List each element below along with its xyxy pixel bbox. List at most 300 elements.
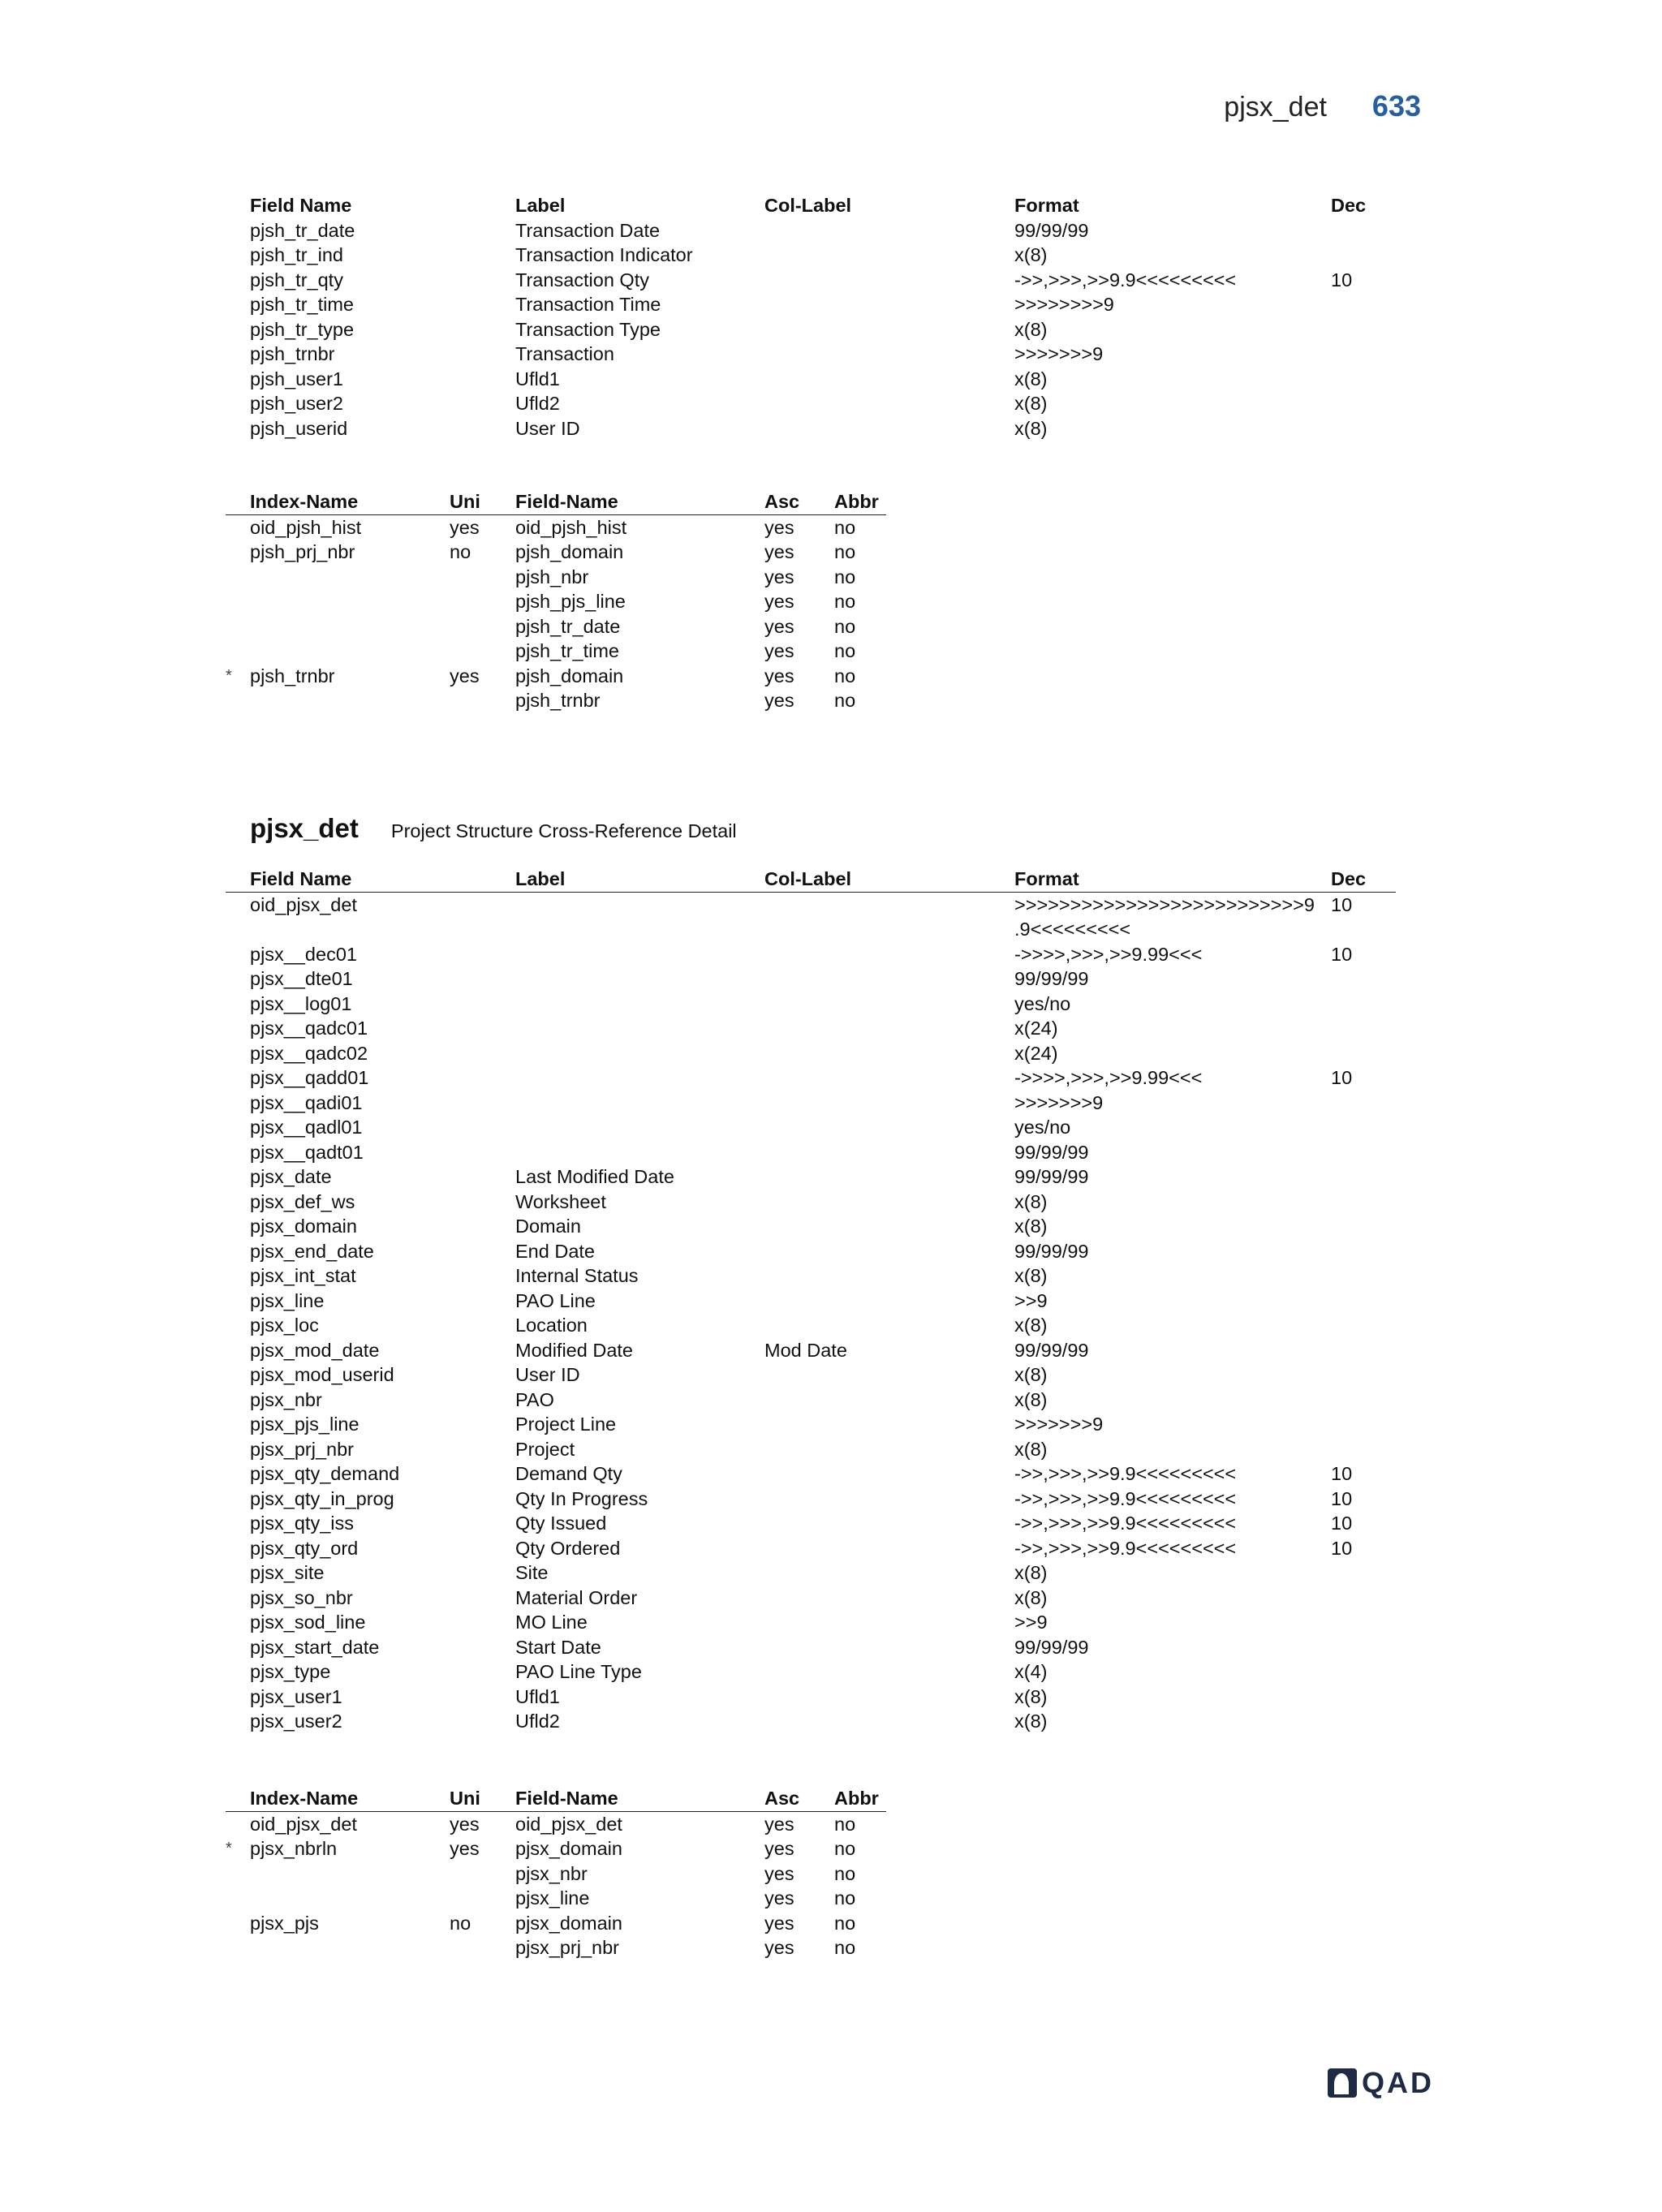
spacer-cell xyxy=(226,489,250,514)
field-name-cell: pjsx_site xyxy=(250,1562,325,1583)
spacer-cell xyxy=(226,1461,250,1487)
label-cell xyxy=(515,892,764,942)
table-row xyxy=(226,1412,1396,1437)
field-name-cell: pjsh_pjs_line xyxy=(515,591,626,612)
spacer-cell xyxy=(226,1511,250,1536)
format-cell: 99/99/99 xyxy=(1014,1636,1089,1658)
field-name-cell: pjsx_domain xyxy=(250,1216,357,1237)
asc-cell: yes xyxy=(764,1813,794,1835)
field-name-cell: pjsx_user2 xyxy=(250,1711,342,1732)
field-name-cell: pjsh_user1 xyxy=(250,368,343,389)
col-label-cell xyxy=(764,1635,1014,1660)
label-cell xyxy=(515,1041,764,1066)
column-header-dec: Dec xyxy=(1331,867,1396,892)
field-name-cell: pjsx_nbr xyxy=(250,1388,322,1410)
spacer-cell xyxy=(226,1016,250,1041)
dec-cell xyxy=(1331,1016,1396,1041)
field-name-cell: pjsh_tr_time xyxy=(515,640,619,661)
col-label-cell xyxy=(764,1065,1014,1091)
table-row xyxy=(226,565,886,590)
table-row xyxy=(226,1164,1396,1190)
spacer-cell xyxy=(226,243,250,268)
table-row xyxy=(226,1091,1396,1116)
table-row xyxy=(226,1190,1396,1215)
field-table-pjsx-det xyxy=(226,867,1396,1734)
column-header-label: Label xyxy=(515,195,566,216)
format-cell: 99/99/99 xyxy=(1014,219,1089,241)
table-row xyxy=(226,1659,1396,1685)
spacer-cell xyxy=(226,1437,250,1462)
section-table-name: pjsx_det xyxy=(250,813,359,843)
field-name-cell: pjsx_user1 xyxy=(250,1685,342,1707)
format-cell xyxy=(1014,892,1331,942)
field-name-cell: oid_pjsh_hist xyxy=(515,516,627,538)
format-cell: ->>,>>>,>>9.9<<<<<<<<< xyxy=(1014,269,1237,290)
index-name-cell xyxy=(250,589,450,614)
label-cell: Location xyxy=(515,1315,588,1336)
spacer-cell xyxy=(226,1362,250,1388)
column-header-col-label: Col-Label xyxy=(764,867,1014,892)
dec-cell xyxy=(1331,966,1396,992)
col-label-cell xyxy=(764,1091,1014,1116)
column-header-index-name: Index-Name xyxy=(250,1786,450,1811)
field-name-cell: pjsh_domain xyxy=(515,541,624,562)
table-row xyxy=(226,1239,1396,1264)
uni-cell: yes xyxy=(450,665,480,686)
col-label-cell xyxy=(764,892,1014,942)
field-name-cell: pjsh_tr_type xyxy=(250,318,355,340)
uni-cell xyxy=(450,614,515,639)
unique-marker xyxy=(226,614,250,639)
field-name-cell: pjsx_mod_date xyxy=(250,1339,380,1361)
dec-cell xyxy=(1331,342,1396,367)
index-name-cell: pjsh_prj_nbr xyxy=(250,541,355,562)
abbr-cell: no xyxy=(834,566,856,587)
field-name-cell: pjsx_start_date xyxy=(250,1636,380,1658)
field-name-cell: pjsx_sod_line xyxy=(250,1612,366,1633)
field-name-cell: pjsx_int_stat xyxy=(250,1265,356,1286)
table-row-oid xyxy=(226,892,1396,942)
table-row xyxy=(226,664,886,689)
asc-cell: yes xyxy=(764,1912,794,1934)
col-label-cell xyxy=(764,992,1014,1017)
table-row xyxy=(226,292,1396,317)
dec-cell: 10 xyxy=(1331,269,1353,290)
format-cell: x(8) xyxy=(1014,393,1048,414)
table-row xyxy=(226,391,1396,416)
table-row xyxy=(226,1214,1396,1239)
label-cell xyxy=(515,942,764,967)
format-cell: yes/no xyxy=(1014,1117,1071,1138)
format-cell: 99/99/99 xyxy=(1014,1339,1089,1361)
format-cell: x(24) xyxy=(1014,1042,1058,1064)
col-label-cell xyxy=(764,367,1014,392)
format-cell: ->>>>,>>>,>>9.99<<< xyxy=(1014,1067,1203,1088)
spacer-cell xyxy=(226,1065,250,1091)
label-cell xyxy=(515,1065,764,1091)
field-name-cell: pjsx_domain xyxy=(515,1838,622,1859)
table-row xyxy=(226,589,886,614)
abbr-cell: no xyxy=(834,615,856,637)
col-label-cell xyxy=(764,1659,1014,1685)
field-name-cell: pjsh_userid xyxy=(250,417,348,439)
format-cell: >>9 xyxy=(1014,1289,1048,1311)
format-cell: >>>>>>>9 xyxy=(1014,1414,1104,1435)
unique-marker xyxy=(226,1886,250,1911)
col-label-cell xyxy=(764,1214,1014,1239)
column-header-field-name: Field Name xyxy=(250,867,515,892)
uni-cell: yes xyxy=(450,1813,480,1835)
unique-marker xyxy=(226,565,250,590)
table-row xyxy=(226,1487,1396,1512)
label-cell: Project Line xyxy=(515,1414,617,1435)
spacer-cell xyxy=(226,1610,250,1635)
col-label-cell xyxy=(764,1685,1014,1710)
field-name-cell: pjsx_prj_nbr xyxy=(250,1438,355,1460)
format-cell: ->>,>>>,>>9.9<<<<<<<<< xyxy=(1014,1487,1237,1509)
label-cell: Modified Date xyxy=(515,1339,633,1361)
spacer-cell xyxy=(226,1536,250,1561)
dec-cell xyxy=(1331,1190,1396,1215)
uni-cell xyxy=(450,1935,515,1960)
column-header-abbr: Abbr xyxy=(834,489,886,514)
dec-cell: 10 xyxy=(1331,1487,1353,1509)
asc-cell: yes xyxy=(764,690,794,711)
label-cell: PAO xyxy=(515,1388,554,1410)
spacer-cell xyxy=(226,1786,250,1811)
index-name-cell: oid_pjsh_hist xyxy=(250,516,362,538)
column-header-asc: Asc xyxy=(764,1786,834,1811)
uni-cell: yes xyxy=(450,516,480,538)
col-label-cell xyxy=(764,1709,1014,1734)
spacer-cell xyxy=(226,317,250,342)
index-name-cell: pjsx_pjs xyxy=(250,1912,319,1934)
label-cell: Site xyxy=(515,1562,549,1583)
format-cell: x(8) xyxy=(1014,244,1048,265)
field-name-cell: pjsx_qty_in_prog xyxy=(250,1487,394,1509)
field-name-cell: pjsx__qadt01 xyxy=(250,1141,364,1163)
label-cell: Qty Ordered xyxy=(515,1537,621,1559)
table-row xyxy=(226,367,1396,392)
spacer-cell xyxy=(226,218,250,243)
field-name-cell: pjsh_domain xyxy=(515,665,624,686)
col-label-cell xyxy=(764,1362,1014,1388)
label-cell: Transaction Indicator xyxy=(515,244,693,265)
asc-cell: yes xyxy=(764,541,794,562)
unique-marker xyxy=(226,639,250,664)
index-name-cell xyxy=(250,688,450,713)
col-label-cell xyxy=(764,1164,1014,1190)
col-label-cell xyxy=(764,1487,1014,1512)
dec-cell xyxy=(1331,1263,1396,1289)
format-cell: >>>>>>>>9 xyxy=(1014,294,1114,315)
dec-cell xyxy=(1331,1388,1396,1413)
dec-cell xyxy=(1331,1586,1396,1611)
spacer-cell xyxy=(226,1041,250,1066)
label-cell: Qty In Progress xyxy=(515,1487,648,1509)
spacer-cell xyxy=(226,1412,250,1437)
dec-cell xyxy=(1331,317,1396,342)
col-label-cell xyxy=(764,1511,1014,1536)
uni-cell xyxy=(450,1861,515,1887)
page-number: 633 xyxy=(1371,89,1421,123)
column-header-col-label: Col-Label xyxy=(764,195,852,216)
unique-marker: * xyxy=(226,666,232,685)
dec-cell xyxy=(1331,1709,1396,1734)
dec-cell xyxy=(1331,1560,1396,1586)
label-cell xyxy=(515,992,764,1017)
format-cell: x(8) xyxy=(1014,1711,1048,1732)
spacer-cell xyxy=(226,1164,250,1190)
col-label-cell xyxy=(764,218,1014,243)
asc-cell: yes xyxy=(764,566,794,587)
col-label-cell xyxy=(764,1437,1014,1462)
table-row xyxy=(226,1461,1396,1487)
table-row xyxy=(226,1610,1396,1635)
field-name-cell: pjsh_user2 xyxy=(250,393,343,414)
format-cell: ->>,>>>,>>9.9<<<<<<<<< xyxy=(1014,1463,1237,1484)
format-cell: ->>,>>>,>>9.9<<<<<<<<< xyxy=(1014,1513,1237,1534)
format-cell: x(8) xyxy=(1014,1216,1048,1237)
uni-cell: yes xyxy=(450,1838,480,1859)
format-cell: >>9 xyxy=(1014,1612,1048,1633)
column-header-field-name: Field-Name xyxy=(515,1786,764,1811)
field-name-cell: pjsx__qadi01 xyxy=(250,1091,363,1113)
col-label-cell xyxy=(764,966,1014,992)
table-row xyxy=(226,416,1396,441)
unique-marker xyxy=(226,514,250,540)
col-label-cell xyxy=(764,1412,1014,1437)
field-name-cell: pjsx_type xyxy=(250,1661,331,1682)
label-cell: Material Order xyxy=(515,1586,638,1608)
uni-cell xyxy=(450,589,515,614)
index-name-cell: pjsx_nbrln xyxy=(250,1838,338,1859)
format-cell: x(8) xyxy=(1014,368,1048,389)
table-row xyxy=(226,1511,1396,1536)
field-name-cell: pjsx__qadl01 xyxy=(250,1117,363,1138)
field-name-cell: pjsh_nbr xyxy=(515,566,589,587)
uni-cell xyxy=(450,1886,515,1911)
column-header-abbr: Abbr xyxy=(834,1786,886,1811)
table-row xyxy=(226,1263,1396,1289)
spacer-cell xyxy=(226,1635,250,1660)
index-name-cell xyxy=(250,614,450,639)
col-label-cell xyxy=(764,942,1014,967)
dec-cell xyxy=(1331,1635,1396,1660)
asc-cell: yes xyxy=(764,615,794,637)
label-cell: Worksheet xyxy=(515,1190,606,1212)
table-row xyxy=(226,1115,1396,1140)
format-cell: x(8) xyxy=(1014,1388,1048,1410)
table-row xyxy=(226,992,1396,1017)
table-row xyxy=(226,540,886,565)
table-row xyxy=(226,1586,1396,1611)
table-row xyxy=(226,1861,886,1887)
label-cell: Ufld1 xyxy=(515,368,560,389)
field-name-cell: pjsh_tr_ind xyxy=(250,244,343,265)
column-header-field-name: Field-Name xyxy=(515,489,764,514)
asc-cell: yes xyxy=(764,665,794,686)
asc-cell: yes xyxy=(764,516,794,538)
abbr-cell: no xyxy=(834,1862,856,1884)
col-label-cell xyxy=(764,268,1014,293)
label-cell: Transaction Type xyxy=(515,318,661,340)
unique-marker xyxy=(226,688,250,713)
dec-cell xyxy=(1331,1214,1396,1239)
table-row xyxy=(226,1635,1396,1660)
dec-cell xyxy=(1331,416,1396,441)
asc-cell: yes xyxy=(764,640,794,661)
table-row xyxy=(226,1911,886,1936)
spacer-cell xyxy=(226,1190,250,1215)
table-row xyxy=(226,268,1396,293)
field-name-cell: pjsx__dec01 xyxy=(250,943,357,965)
col-label-cell xyxy=(764,1388,1014,1413)
index-name-cell: pjsh_trnbr xyxy=(250,665,335,686)
spacer-cell xyxy=(226,942,250,967)
index-name-cell xyxy=(250,639,450,664)
label-cell xyxy=(515,966,764,992)
dec-cell xyxy=(1331,1685,1396,1710)
dec-cell xyxy=(1331,367,1396,392)
spacer-cell xyxy=(226,1685,250,1710)
field-name-cell: pjsx_line xyxy=(515,1887,590,1909)
spacer-cell xyxy=(226,1289,250,1314)
qad-logo xyxy=(1328,2066,1434,2100)
col-label-cell xyxy=(764,1560,1014,1586)
field-name-cell: pjsx_date xyxy=(250,1166,332,1187)
table-row xyxy=(226,1836,886,1861)
col-label-cell xyxy=(764,1610,1014,1635)
spacer-cell xyxy=(226,268,250,293)
field-name-cell: pjsh_tr_qty xyxy=(250,269,343,290)
field-name-cell: pjsx_domain xyxy=(515,1912,622,1934)
table-row xyxy=(226,1560,1396,1586)
field-name-cell: pjsx__log01 xyxy=(250,992,352,1014)
asc-cell: yes xyxy=(764,1937,794,1958)
label-cell: Internal Status xyxy=(515,1265,639,1286)
abbr-cell: no xyxy=(834,1937,856,1958)
index-name-cell xyxy=(250,565,450,590)
field-name-cell: pjsx_qty_demand xyxy=(250,1463,400,1484)
col-label-cell xyxy=(764,292,1014,317)
field-name-cell: pjsx__qadc01 xyxy=(250,1018,368,1039)
label-cell: Start Date xyxy=(515,1636,601,1658)
dec-cell xyxy=(1331,1437,1396,1462)
format-cell: x(8) xyxy=(1014,1265,1048,1286)
abbr-cell: no xyxy=(834,516,856,538)
dec-cell xyxy=(1331,1338,1396,1363)
label-cell: Demand Qty xyxy=(515,1463,622,1484)
format-cell: ->>,>>>,>>9.9<<<<<<<<< xyxy=(1014,1537,1237,1559)
index-name-cell: oid_pjsx_det xyxy=(250,1813,357,1835)
field-name-cell: pjsx_nbr xyxy=(515,1862,588,1884)
uni-cell xyxy=(450,688,515,713)
dec-cell xyxy=(1331,1041,1396,1066)
unique-marker xyxy=(226,1911,250,1936)
field-name-cell: pjsx_so_nbr xyxy=(250,1586,353,1608)
dec-cell: 10 xyxy=(1331,1513,1353,1534)
col-label-cell xyxy=(764,416,1014,441)
col-label-cell xyxy=(764,317,1014,342)
label-cell: User ID xyxy=(515,417,580,439)
asc-cell: yes xyxy=(764,591,794,612)
col-label-cell xyxy=(764,1536,1014,1561)
spacer-cell xyxy=(226,1560,250,1586)
table-row xyxy=(226,1388,1396,1413)
format-cell: x(8) xyxy=(1014,318,1048,340)
label-cell: Last Modified Date xyxy=(515,1166,674,1187)
format-cell: x(8) xyxy=(1014,1315,1048,1336)
dec-cell xyxy=(1331,243,1396,268)
spacer-cell xyxy=(226,966,250,992)
running-head-table-name: pjsx_det xyxy=(1224,92,1327,123)
label-cell: End Date xyxy=(515,1240,595,1262)
col-label-cell xyxy=(764,243,1014,268)
label-cell: Domain xyxy=(515,1216,581,1237)
field-name-cell: pjsh_trnbr xyxy=(515,690,601,711)
col-label-cell xyxy=(764,1115,1014,1140)
table-row xyxy=(226,1016,1396,1041)
qad-logo-text: QAD xyxy=(1362,2066,1434,2099)
format-cell: ->>>>,>>>,>>9.99<<< xyxy=(1014,943,1203,965)
column-header-format: Format xyxy=(1014,195,1079,216)
dec-cell xyxy=(1331,1362,1396,1388)
field-name-cell: pjsx_def_ws xyxy=(250,1190,355,1212)
label-cell: Transaction xyxy=(515,343,614,364)
column-header-uni: Uni xyxy=(450,1786,515,1811)
spacer-cell xyxy=(226,1214,250,1239)
spacer-cell xyxy=(226,1239,250,1264)
spacer-cell xyxy=(226,1709,250,1734)
uni-cell xyxy=(450,639,515,664)
uni-cell xyxy=(450,565,515,590)
format-line-1: >>>>>>>>>>>>>>>>>>>>>>>>>>9 xyxy=(1014,893,1315,915)
table-row xyxy=(226,1065,1396,1091)
label-cell xyxy=(515,1140,764,1165)
table-row xyxy=(226,942,1396,967)
format-cell: x(8) xyxy=(1014,1190,1048,1212)
table-header-row xyxy=(226,193,1396,218)
spacer-cell xyxy=(226,416,250,441)
format-cell: x(8) xyxy=(1014,1438,1048,1460)
table-row xyxy=(226,1811,886,1836)
table-row xyxy=(226,966,1396,992)
dec-cell: 10 xyxy=(1331,1463,1353,1484)
table-header-row xyxy=(226,1786,886,1811)
unique-marker xyxy=(226,1811,250,1836)
label-cell: PAO Line xyxy=(515,1289,596,1311)
col-label-cell xyxy=(764,1016,1014,1041)
label-cell: Project xyxy=(515,1438,575,1460)
spacer-cell xyxy=(226,867,250,892)
index-name-cell xyxy=(250,1861,450,1887)
spacer-cell xyxy=(226,342,250,367)
table-row xyxy=(226,1362,1396,1388)
page-header xyxy=(1224,89,1421,123)
field-name-cell: pjsx_mod_userid xyxy=(250,1364,394,1385)
label-cell: Transaction Date xyxy=(515,219,661,241)
col-label-cell xyxy=(764,1140,1014,1165)
asc-cell: yes xyxy=(764,1887,794,1909)
table-row xyxy=(226,1709,1396,1734)
format-cell: 99/99/99 xyxy=(1014,968,1089,989)
table-row xyxy=(226,614,886,639)
dec-cell xyxy=(1331,1610,1396,1635)
table-row xyxy=(226,1289,1396,1314)
table-header-row xyxy=(226,489,886,514)
column-header-asc: Asc xyxy=(764,489,834,514)
